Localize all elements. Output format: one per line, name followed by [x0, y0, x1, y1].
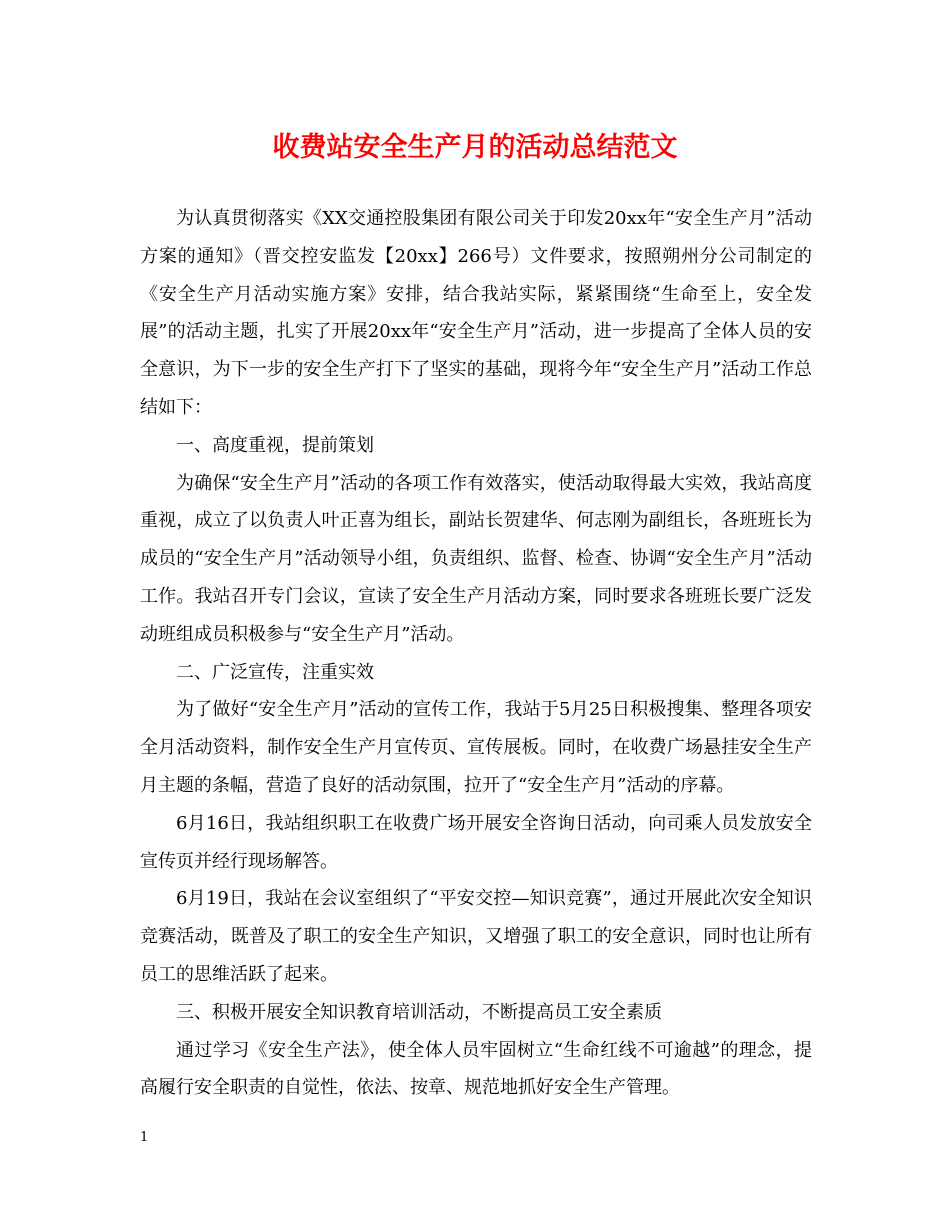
- section-heading-1: 一、高度重视，提前策划: [176, 434, 374, 456]
- paragraph-june-16: 6月16日，我站组织职工在收费广场开展安全咨询日活动，向司乘人员发放安全宣传页并经行现场解答。: [140, 812, 812, 872]
- paragraph-section-2: 为了做好“安全生产月”活动的宣传工作，我站于5月25日积极搜集、整理各项安全月活动资料，制作安全生产月宣传页、宣传展板。同时，在收费广场悬挂安全生产月主题的条幅，营造了良好的活动氛围，拉开了“安全生产月”活动的序幕。: [140, 699, 812, 796]
- document-title: 收费站安全生产月的活动总结范文: [272, 132, 678, 163]
- paragraph-intro: 为认真贯彻落实《XX交通控股集团有限公司关于印发20xx年“安全生产月”活动方案的通知》（晋交控安监发【20xx】266号）文件要求，按照朔州分公司制定的《安全生产月活动实施方案》安排，结合我站实际，紧紧围绕“生命至上，安全发展”的活动主题，扎实了开展20xx年“安全生产月”活动，进一步提高了全体人员的安全意识，为下一步的安全生产打下了坚实的基础，现将今年“安全生产月”活动工作总结如下：: [140, 208, 812, 418]
- section-heading-3: 三、积极开展安全知识教育培训活动，不断提高员工安全素质: [176, 1001, 662, 1023]
- paragraph-section-1: 为确保“安全生产月”活动的各项工作有效落实，使活动取得最大实效，我站高度重视，成立了以负责人叶正喜为组长，副站长贺建华、何志刚为副组长，各班班长为成员的“安全生产月”活动领导小组，负责组织、监督、检查、协调“安全生产月”活动工作。我站召开专门会议，宣读了安全生产月活动方案，同时要求各班班长要广泛发动班组成员积极参与“安全生产月”活动。: [140, 472, 812, 645]
- paragraph-june-19: 6月19日，我站在会议室组织了“平安交控—知识竞赛”，通过开展此次安全知识竞赛活动，既普及了职工的安全生产知识，又增强了职工的安全意识，同时也让所有员工的思维活跃了起来。: [140, 888, 812, 985]
- document-body: [140, 200, 812, 1107]
- page-number: 1: [140, 1130, 149, 1145]
- paragraph-section-3: 通过学习《安全生产法》，使全体人员牢固树立“生命红线不可逾越”的理念，提高履行安全职责的自觉性，依法、按章、规范地抓好安全生产管理。: [140, 1039, 812, 1099]
- section-heading-2: 二、广泛宣传，注重实效: [176, 661, 374, 683]
